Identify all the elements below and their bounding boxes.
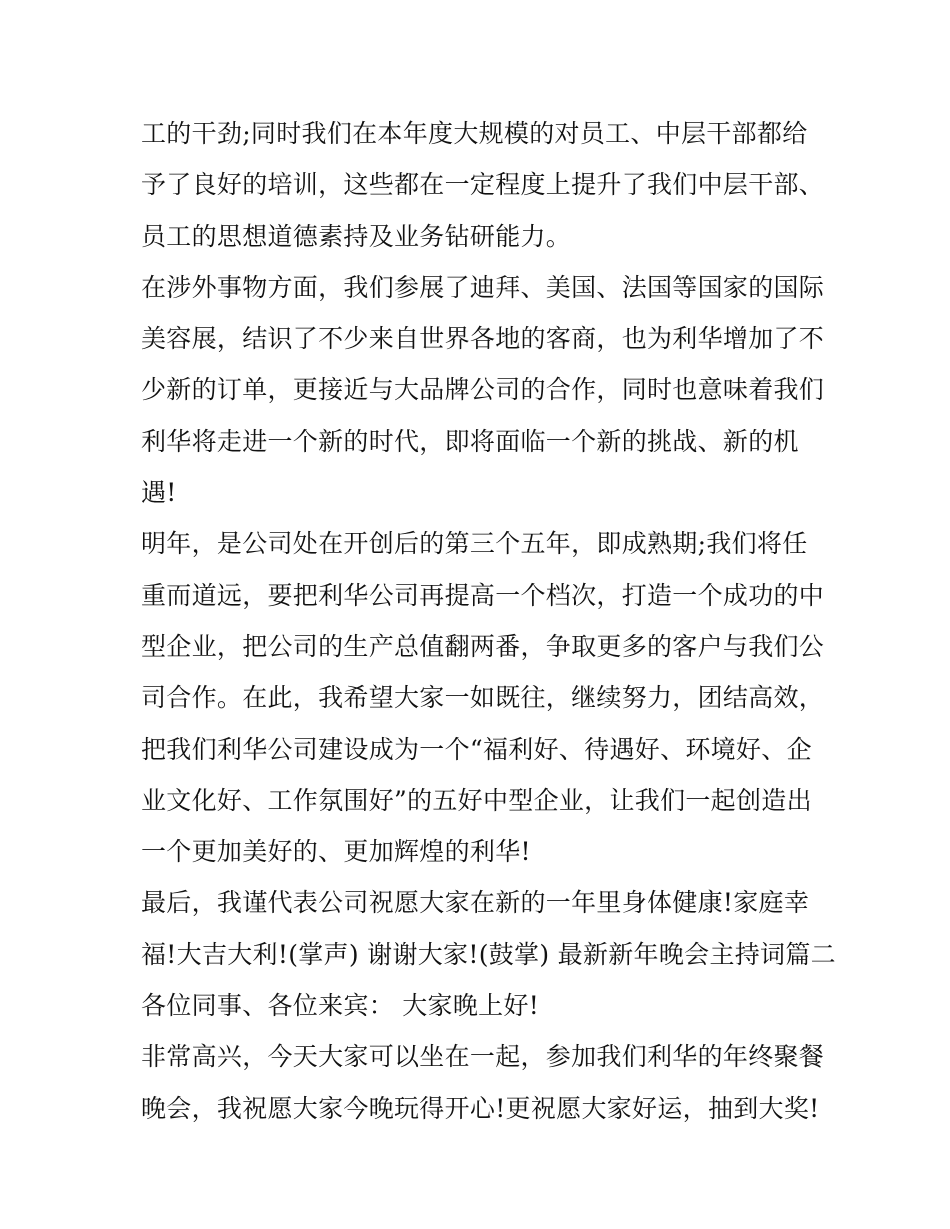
text-line: 美容展，结识了不少来自世界各地的客商，也为利华增加了不 [141, 324, 825, 354]
text-line: 予了良好的培训，这些都在一定程度上提升了我们中层干部、 [141, 170, 825, 200]
text-line: 晚会，我祝愿大家今晚玩得开心!更祝愿大家好运，抽到大奖! [141, 1093, 820, 1123]
text-line: 工的干劲;同时我们在本年度大规模的对员工、中层干部都给 [141, 119, 808, 148]
text-line: 非常高兴，今天大家可以坐在一起，参加我们利华的年终聚餐 [141, 1042, 825, 1072]
text-line: 把我们利华公司建设成为一个“福利好、待遇好、环境好、企 [141, 734, 812, 764]
text-line: 福!大吉大利!(掌声) 谢谢大家!(鼓掌) 最新新年晚会主持词篇二 [141, 939, 836, 969]
text-line: 最后，我谨代表公司祝愿大家在新的一年里身体健康!家庭幸 [141, 888, 810, 918]
text-line: 明年，是公司处在开创后的第三个五年，即成熟期;我们将任 [141, 529, 808, 559]
text-line: 司合作。在此，我希望大家一如既往，继续努力，团结高效， [141, 683, 825, 713]
text-line: 型企业，把公司的生产总值翻两番，争取更多的客户与我们公 [141, 631, 825, 661]
text-line: 重而道远，要把利华公司再提高一个档次，打造一个成功的中 [141, 580, 825, 610]
text-line: 遇! [141, 478, 177, 508]
text-line: 利华将走进一个新的时代，即将面临一个新的挑战、新的机 [141, 426, 799, 456]
text-line: 员工的思想道德素持及业务钻研能力。 [141, 221, 572, 251]
text-line: 少新的订单，更接近与大品牌公司的合作，同时也意味着我们 [141, 375, 825, 405]
text-line: 在涉外事物方面，我们参展了迪拜、美国、法国等国家的国际 [141, 272, 825, 302]
text-line: 各位同事、各位来宾： 大家晚上好! [141, 991, 540, 1021]
text-line: 业文化好、工作氛围好”的五好中型企业，让我们一起创造出 [141, 785, 812, 815]
text-line: 一个更加美好的、更加辉煌的利华! [141, 837, 531, 867]
body-text [141, 108, 836, 1134]
